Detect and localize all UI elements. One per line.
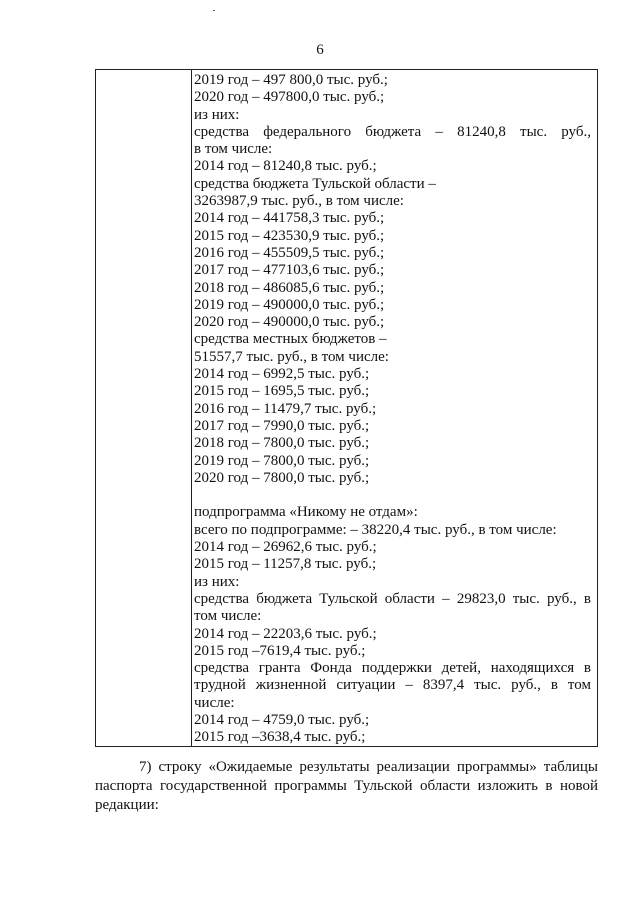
page-number: 6 bbox=[316, 42, 324, 58]
paragraph-line: редакции: bbox=[95, 797, 159, 813]
funding-line: том числе: bbox=[194, 608, 262, 625]
funding-line: 51557,7 тыс. руб., в том числе: bbox=[194, 348, 389, 365]
table-label-cell bbox=[96, 70, 192, 746]
funding-line: 3263987,9 тыс. руб., в том числе: bbox=[194, 193, 404, 210]
funding-line: 2018 год – 7800,0 тыс. руб.; bbox=[194, 435, 370, 452]
passport-table bbox=[95, 69, 598, 747]
funding-line: средства бюджета Тульской области – bbox=[194, 175, 436, 192]
amendment-paragraph bbox=[95, 758, 598, 815]
funding-line: 2014 год – 26962,6 тыс. руб.; bbox=[194, 539, 377, 556]
blank-line bbox=[194, 487, 591, 504]
funding-line: средства местных бюджетов – bbox=[194, 331, 387, 348]
funding-line: 2014 год – 6992,5 тыс. руб.; bbox=[194, 366, 370, 383]
funding-cell bbox=[194, 72, 591, 747]
funding-line: 2019 год – 490000,0 тыс. руб.; bbox=[194, 296, 385, 313]
funding-line: 2020 год – 490000,0 тыс. руб.; bbox=[194, 314, 385, 331]
regional-budget-line: средства бюджета Тульской области – 29823,0 тыс. руб., в bbox=[194, 590, 591, 607]
funding-line: 2017 год – 7990,0 тыс. руб.; bbox=[194, 417, 370, 434]
funding-line: 2018 год – 486085,6 тыс. руб.; bbox=[194, 279, 385, 296]
funding-line: из них: bbox=[194, 106, 240, 123]
funding-line: 2016 год – 455509,5 тыс. руб.; bbox=[194, 244, 385, 261]
grant-line: трудной жизненной ситуации – 8397,4 тыс. руб., в том bbox=[194, 677, 591, 694]
funding-line: 2015 год –7619,4 тыс. руб.; bbox=[194, 642, 366, 659]
funding-line: 2014 год – 81240,8 тыс. руб.; bbox=[194, 158, 377, 175]
funding-line: 2020 год – 7800,0 тыс. руб.; bbox=[194, 469, 370, 486]
funding-line: 2015 год –3638,4 тыс. руб.; bbox=[194, 729, 366, 746]
scan-speck bbox=[213, 10, 215, 11]
funding-line: всего по подпрограмме: – 38220,4 тыс. руб., в том числе: bbox=[194, 521, 557, 538]
federal-budget-line: средства федерального бюджета – 81240,8 тыс. руб., bbox=[194, 123, 591, 140]
funding-line: 2014 год – 22203,6 тыс. руб.; bbox=[194, 625, 377, 642]
funding-line: 2020 год – 497800,0 тыс. руб.; bbox=[194, 89, 385, 106]
paragraph-line: паспорта государственной программы Тульской области изложить в новой bbox=[95, 778, 598, 794]
paragraph-line: 7) строку «Ожидаемые результаты реализации программы» таблицы bbox=[139, 759, 598, 775]
funding-line: 2015 год – 423530,9 тыс. руб.; bbox=[194, 227, 385, 244]
funding-line: 2016 год – 11479,7 тыс. руб.; bbox=[194, 400, 377, 417]
funding-line: 2014 год – 4759,0 тыс. руб.; bbox=[194, 711, 370, 728]
funding-line: в том числе: bbox=[194, 141, 273, 158]
funding-line: 2014 год – 441758,3 тыс. руб.; bbox=[194, 210, 385, 227]
funding-line: 2015 год – 11257,8 тыс. руб.; bbox=[194, 556, 377, 573]
funding-line: 2017 год – 477103,6 тыс. руб.; bbox=[194, 262, 385, 279]
subprogram-title: подпрограмма «Никому не отдам»: bbox=[194, 504, 418, 521]
funding-line: 2015 год – 1695,5 тыс. руб.; bbox=[194, 383, 370, 400]
funding-line: 2019 год – 497 800,0 тыс. руб.; bbox=[194, 72, 388, 88]
funding-line: числе: bbox=[194, 694, 235, 711]
funding-line: 2019 год – 7800,0 тыс. руб.; bbox=[194, 452, 370, 469]
funding-line: из них: bbox=[194, 573, 240, 590]
grant-line: средства гранта Фонда поддержки детей, находящихся в bbox=[194, 660, 591, 677]
